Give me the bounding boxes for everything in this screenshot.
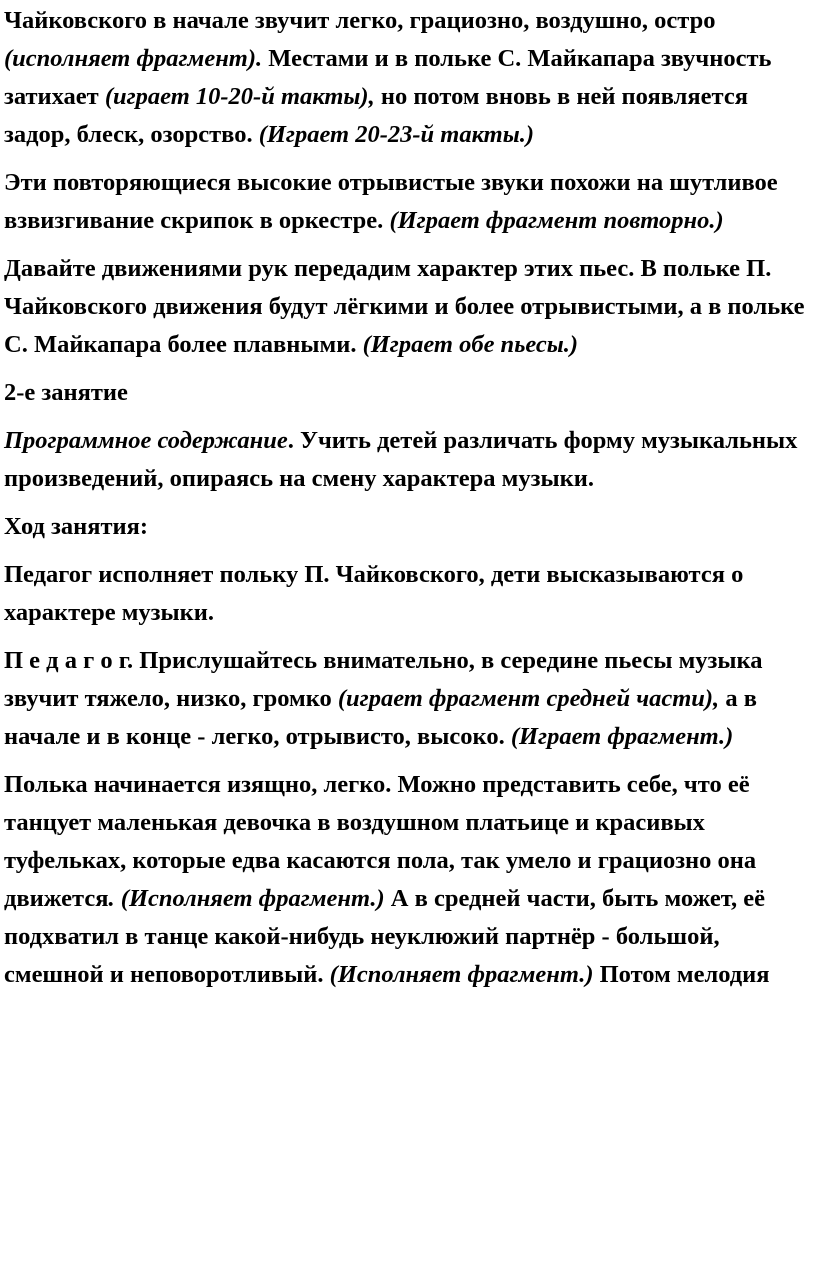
text-segment: Потом мелодия (593, 961, 770, 988)
text-segment: Ход занятия: (4, 513, 149, 540)
italic-segment: (Играет фрагмент повторно.) (389, 207, 724, 234)
text-segment: 2-е занятие (4, 379, 128, 406)
text-segment: а в начале и в конце - легко, отрывисто, высоко. (4, 685, 757, 750)
italic-segment: (играет 10-20-й такты), (104, 83, 375, 110)
section-heading-lesson-2 (4, 374, 812, 412)
paragraph-polka-story (4, 766, 812, 994)
italic-segment: (Исполняет фрагмент.) (329, 961, 594, 988)
italic-segment: Программное содержание (4, 427, 288, 454)
paragraph-teacher-plays (4, 556, 812, 632)
italic-segment: (играет фрагмент средней части), (337, 685, 720, 712)
paragraph-polka-character (4, 2, 812, 154)
section-heading-lesson-flow (4, 508, 812, 546)
italic-segment: (Играет обе пьесы.) (362, 331, 579, 358)
text-segment: Чайковского в начале звучит легко, грациозно, воздушно, остро (4, 7, 716, 34)
italic-segment: (Играет 20-23-й такты.) (258, 121, 535, 148)
italic-segment: (Играет фрагмент.) (510, 723, 734, 750)
text-segment: Педагог исполняет польку П. Чайковского, дети высказываются о характере музыки. (4, 561, 744, 626)
italic-segment: . (Исполняет фрагмент.) (108, 885, 385, 912)
text-segment: но потом вновь в ней появляется задор, блеск, озорство. (4, 83, 748, 148)
paragraph-hand-movements (4, 250, 812, 364)
text-segment: Эти повторяющиеся высокие отрывистые звуки похожи на шутливое взвизгивание скрипок в оркестре. (4, 169, 778, 234)
italic-segment: (исполняет фрагмент). (4, 45, 263, 72)
text-segment: А в средней части, быть может, её подхватил в танце какой-нибудь неуклюжий партнёр - большой, смешной и неповоротливый. (4, 885, 765, 988)
text-segment: П е д а г о г. Прислушайтесь внимательно, в середине пьесы музыка звучит тяжело, низко, громко (4, 647, 763, 712)
paragraph-teacher-speech (4, 642, 812, 756)
text-segment: Местами и в польке С. Майкапара звучность затихает (4, 45, 772, 110)
text-segment: Давайте движениями рук передадим характер этих пьес. В польке П. Чайковского движения будут лёгкими и более отрывистыми, а в польке С. Майкапара более плавными. (4, 255, 805, 358)
paragraph-violins (4, 164, 812, 240)
paragraph-program-content (4, 422, 812, 498)
text-segment: Полька начинается изящно, легко. Можно представить себе, что её танцует маленькая девочка в воздушном платьице и красивых туфельках, которые едва касаются пола, так умело и грациозно она движется (4, 771, 757, 912)
text-segment: . Учить детей различать форму музыкальных произведений, опираясь на смену характера музыки. (4, 427, 798, 492)
